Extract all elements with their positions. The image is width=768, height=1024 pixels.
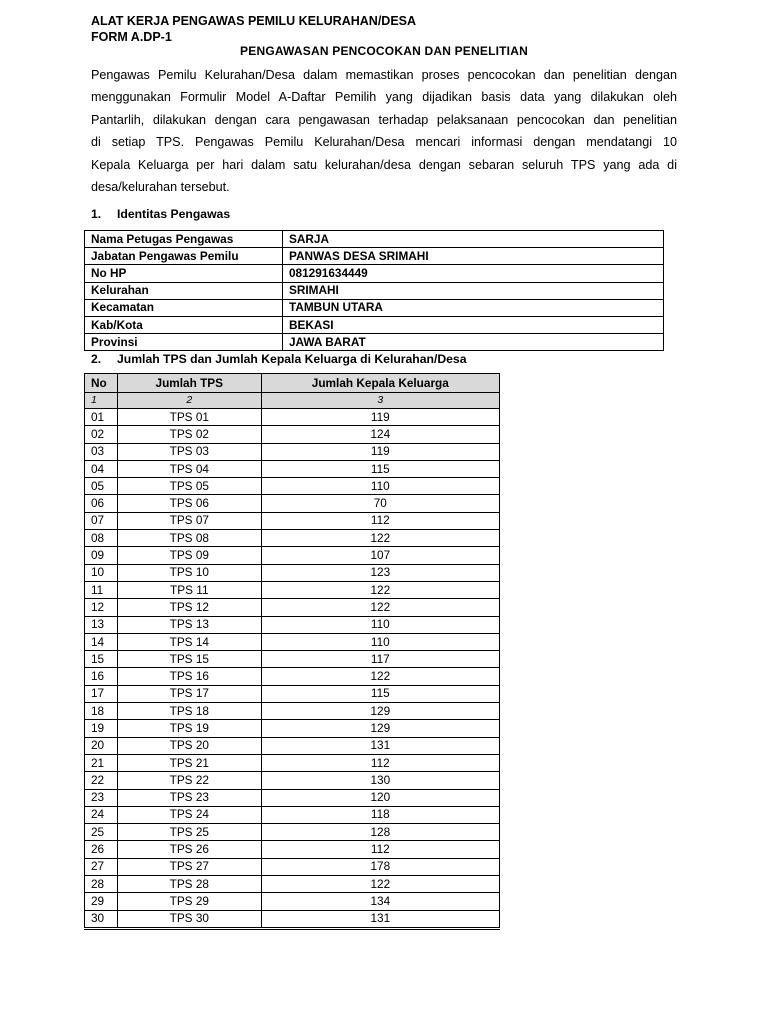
- tps-number-cell: 11: [85, 581, 118, 598]
- kk-count-cell: 115: [261, 685, 499, 702]
- identity-row: [85, 265, 664, 282]
- table-row: [85, 720, 500, 737]
- identity-row: [85, 334, 664, 351]
- identity-value: SARJA: [283, 231, 664, 248]
- tps-name-cell: TPS 25: [117, 824, 261, 841]
- tps-number-cell: 08: [85, 530, 118, 547]
- table-row: [85, 581, 500, 598]
- intro-line: Pantarlih, dilakukan dengan cara pengawasan terhadap pelaksanaan pencocokan dan penelitian: [91, 112, 677, 127]
- identity-value: 081291634449: [283, 265, 664, 282]
- kk-count-cell: 119: [261, 443, 499, 460]
- table-row: [85, 547, 500, 564]
- kk-count-cell: 112: [261, 841, 499, 858]
- tps-name-cell: TPS 19: [117, 720, 261, 737]
- kk-count-cell: 124: [261, 426, 499, 443]
- tps-table: [84, 373, 500, 930]
- table-row: [85, 495, 500, 512]
- table-row: [85, 599, 500, 616]
- table-row: [85, 703, 500, 720]
- tps-number-cell: 23: [85, 789, 118, 806]
- tps-name-cell: TPS 22: [117, 772, 261, 789]
- table-row: [85, 789, 500, 806]
- tps-name-cell: TPS 14: [117, 633, 261, 650]
- intro-line: desa/kelurahan tersebut.: [91, 180, 230, 195]
- tps-name-cell: TPS 26: [117, 841, 261, 858]
- identity-value: PANWAS DESA SRIMAHI: [283, 248, 664, 265]
- kk-count-cell: 110: [261, 616, 499, 633]
- table-row: [85, 858, 500, 875]
- index-cell: 2: [117, 393, 261, 409]
- tps-number-cell: 12: [85, 599, 118, 616]
- identity-row: [85, 248, 664, 265]
- tps-number-cell: 06: [85, 495, 118, 512]
- identity-value: JAWA BARAT: [283, 334, 664, 351]
- tps-name-cell: TPS 12: [117, 599, 261, 616]
- tps-number-cell: 28: [85, 876, 118, 893]
- tps-number-cell: 10: [85, 564, 118, 581]
- form-code: FORM A.DP-1: [91, 30, 172, 44]
- tps-name-cell: TPS 24: [117, 806, 261, 823]
- section-2-title: [91, 352, 466, 367]
- tps-number-cell: 18: [85, 703, 118, 720]
- tps-name-cell: TPS 06: [117, 495, 261, 512]
- kk-count-cell: 129: [261, 720, 499, 737]
- tps-name-cell: TPS 13: [117, 616, 261, 633]
- tps-number-cell: 27: [85, 858, 118, 875]
- identity-label: Nama Petugas Pengawas: [85, 231, 283, 248]
- kk-count-cell: 128: [261, 824, 499, 841]
- tps-index-row: [85, 393, 500, 409]
- identity-label: Kecamatan: [85, 299, 283, 316]
- table-row: [85, 754, 500, 771]
- header-jumlah-kk: Jumlah Kepala Keluarga: [261, 374, 499, 393]
- kk-count-cell: 130: [261, 772, 499, 789]
- kk-count-cell: 110: [261, 633, 499, 650]
- table-row: [85, 443, 500, 460]
- kk-count-cell: 70: [261, 495, 499, 512]
- tps-number-cell: 29: [85, 893, 118, 910]
- tps-number-cell: 01: [85, 409, 118, 426]
- tps-name-cell: TPS 15: [117, 651, 261, 668]
- tps-number-cell: 16: [85, 668, 118, 685]
- tps-number-cell: 09: [85, 547, 118, 564]
- table-row: [85, 772, 500, 789]
- intro-paragraph: [91, 64, 677, 198]
- kk-count-cell: 107: [261, 547, 499, 564]
- tps-name-cell: TPS 04: [117, 460, 261, 477]
- tps-name-cell: TPS 16: [117, 668, 261, 685]
- identity-row: [85, 316, 664, 333]
- kk-count-cell: 110: [261, 478, 499, 495]
- kk-count-cell: 134: [261, 893, 499, 910]
- table-row: [85, 512, 500, 529]
- identity-label: No HP: [85, 265, 283, 282]
- kk-count-cell: 122: [261, 599, 499, 616]
- intro-line: Kepala Keluarga per hari dalam satu kelurahan/desa dengan sebaran seluruh TPS yang ada di: [91, 157, 677, 172]
- tps-number-cell: 20: [85, 737, 118, 754]
- tps-number-cell: 05: [85, 478, 118, 495]
- table-row: [85, 426, 500, 443]
- table-row: [85, 737, 500, 754]
- table-row: [85, 876, 500, 893]
- tps-number-cell: 03: [85, 443, 118, 460]
- kk-count-cell: 112: [261, 754, 499, 771]
- tps-name-cell: TPS 17: [117, 685, 261, 702]
- kk-count-cell: 112: [261, 512, 499, 529]
- kk-count-cell: 178: [261, 858, 499, 875]
- tps-name-cell: TPS 28: [117, 876, 261, 893]
- table-row: [85, 910, 500, 928]
- identity-row: [85, 299, 664, 316]
- tps-number-cell: 15: [85, 651, 118, 668]
- tps-name-cell: TPS 21: [117, 754, 261, 771]
- kk-count-cell: 119: [261, 409, 499, 426]
- form-heading: ALAT KERJA PENGAWAS PEMILU KELURAHAN/DESA: [91, 14, 417, 28]
- table-row: [85, 633, 500, 650]
- tps-name-cell: TPS 03: [117, 443, 261, 460]
- table-row: [85, 460, 500, 477]
- table-row: [85, 893, 500, 910]
- tps-number-cell: 19: [85, 720, 118, 737]
- identity-label: Kelurahan: [85, 282, 283, 299]
- tps-name-cell: TPS 23: [117, 789, 261, 806]
- section-1-label: Identitas Pengawas: [117, 207, 231, 221]
- tps-header-row: [85, 374, 500, 393]
- intro-line: Pengawas Pemilu Kelurahan/Desa dalam memastikan proses pencocokan dan penelitian dengan: [91, 68, 677, 82]
- header-no: No: [85, 374, 118, 393]
- tps-number-cell: 17: [85, 685, 118, 702]
- kk-count-cell: 122: [261, 530, 499, 547]
- index-cell: 1: [85, 393, 118, 409]
- tps-number-cell: 25: [85, 824, 118, 841]
- identity-label: Jabatan Pengawas Pemilu: [85, 248, 283, 265]
- kk-count-cell: 120: [261, 789, 499, 806]
- tps-name-cell: TPS 02: [117, 426, 261, 443]
- tps-name-cell: TPS 20: [117, 737, 261, 754]
- identity-value: TAMBUN UTARA: [283, 299, 664, 316]
- table-row: [85, 806, 500, 823]
- tps-number-cell: 24: [85, 806, 118, 823]
- identity-row: [85, 231, 664, 248]
- tps-number-cell: 13: [85, 616, 118, 633]
- intro-line: di setiap TPS. Pengawas Pemilu Kelurahan/Desa mencari informasi dengan mendatangi 10: [91, 135, 677, 150]
- tps-number-cell: 02: [85, 426, 118, 443]
- table-row: [85, 478, 500, 495]
- tps-name-cell: TPS 30: [117, 910, 261, 928]
- identity-label: Provinsi: [85, 334, 283, 351]
- kk-count-cell: 122: [261, 581, 499, 598]
- kk-count-cell: 129: [261, 703, 499, 720]
- index-cell: 3: [261, 393, 499, 409]
- identity-table: [84, 230, 664, 351]
- tps-number-cell: 21: [85, 754, 118, 771]
- section-1-title: [91, 207, 230, 222]
- tps-name-cell: TPS 27: [117, 858, 261, 875]
- section-1-number: 1.: [91, 207, 102, 221]
- section-2-label: Jumlah TPS dan Jumlah Kepala Keluarga di Kelurahan/Desa: [117, 352, 467, 366]
- intro-line: menggunakan Formulir Model A-Daftar Pemilih yang dijadikan basis data yang dilakukan oleh: [91, 90, 677, 105]
- kk-count-cell: 122: [261, 876, 499, 893]
- kk-count-cell: 117: [261, 651, 499, 668]
- form-subtitle: PENGAWASAN PENCOCOKAN DAN PENELITIAN: [240, 44, 528, 58]
- tps-name-cell: TPS 09: [117, 547, 261, 564]
- table-row: [85, 409, 500, 426]
- table-row: [85, 530, 500, 547]
- table-row: [85, 824, 500, 841]
- tps-name-cell: TPS 05: [117, 478, 261, 495]
- tps-name-cell: TPS 07: [117, 512, 261, 529]
- header-jumlah-tps: Jumlah TPS: [117, 374, 261, 393]
- section-2-number: 2.: [91, 352, 102, 366]
- tps-name-cell: TPS 18: [117, 703, 261, 720]
- identity-label: Kab/Kota: [85, 316, 283, 333]
- tps-number-cell: 26: [85, 841, 118, 858]
- kk-count-cell: 123: [261, 564, 499, 581]
- identity-value: BEKASI: [283, 316, 664, 333]
- tps-number-cell: 04: [85, 460, 118, 477]
- kk-count-cell: 122: [261, 668, 499, 685]
- table-row: [85, 685, 500, 702]
- tps-number-cell: 07: [85, 512, 118, 529]
- tps-name-cell: TPS 01: [117, 409, 261, 426]
- kk-count-cell: 115: [261, 460, 499, 477]
- tps-number-cell: 22: [85, 772, 118, 789]
- tps-name-cell: TPS 11: [117, 581, 261, 598]
- identity-row: [85, 282, 664, 299]
- table-row: [85, 841, 500, 858]
- table-row: [85, 616, 500, 633]
- table-row: [85, 651, 500, 668]
- tps-name-cell: TPS 10: [117, 564, 261, 581]
- identity-value: SRIMAHI: [283, 282, 664, 299]
- kk-count-cell: 118: [261, 806, 499, 823]
- tps-number-cell: 14: [85, 633, 118, 650]
- kk-count-cell: 131: [261, 910, 499, 928]
- tps-name-cell: TPS 08: [117, 530, 261, 547]
- tps-name-cell: TPS 29: [117, 893, 261, 910]
- tps-number-cell: 30: [85, 910, 118, 928]
- table-row: [85, 564, 500, 581]
- kk-count-cell: 131: [261, 737, 499, 754]
- table-row: [85, 668, 500, 685]
